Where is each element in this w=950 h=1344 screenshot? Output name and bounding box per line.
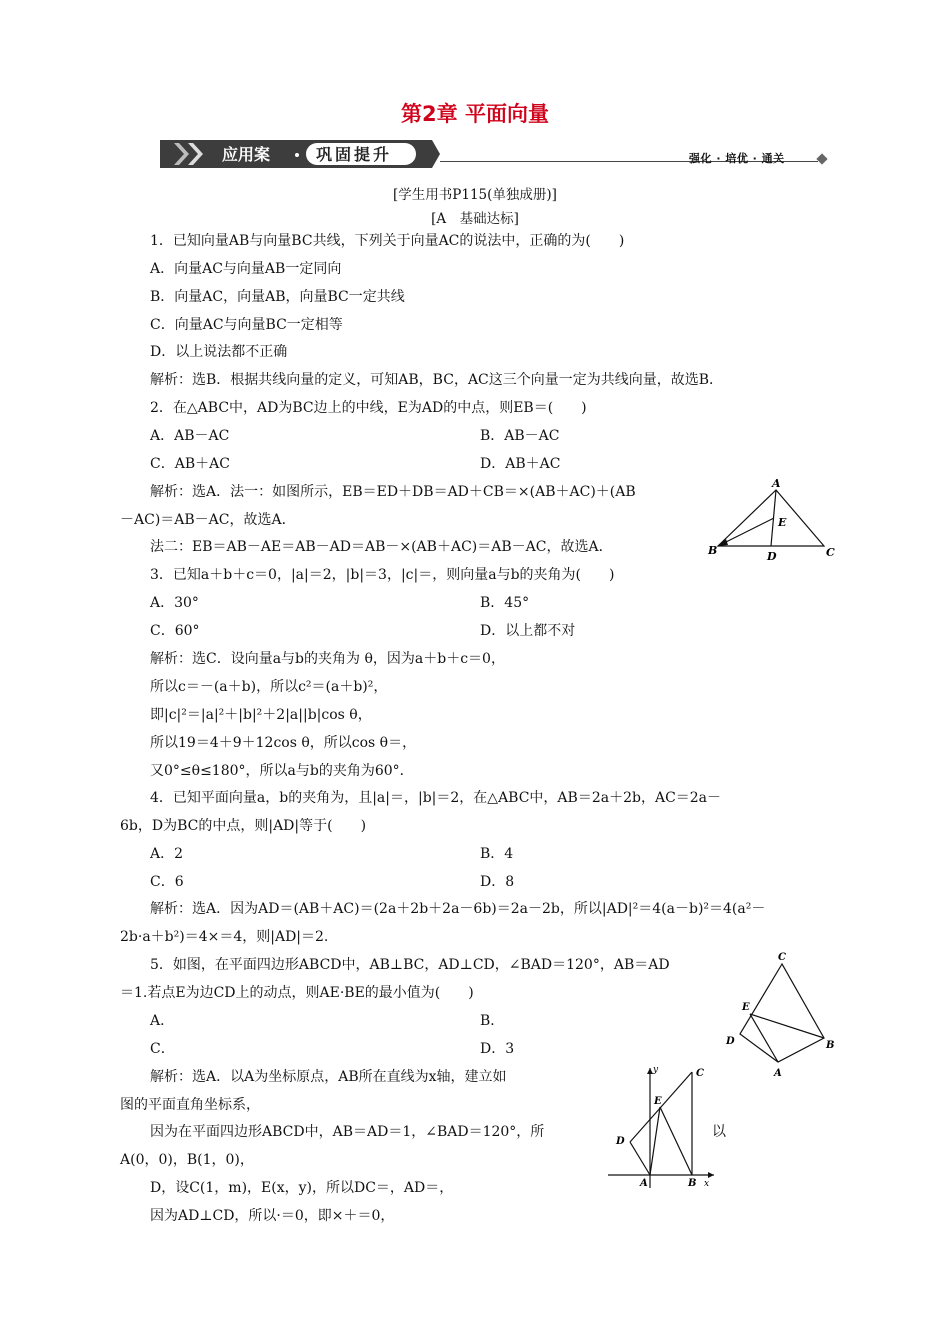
section-heading: [A 基础达标]	[431, 211, 519, 227]
q2-option-b: B．AB－AC	[480, 428, 560, 444]
diamond-icon	[816, 153, 827, 164]
q2-solution-line2: －AC)＝AB－AC，故选A．	[120, 512, 296, 528]
q5-fig2-label-x: x	[704, 1179, 710, 1189]
q3-option-a: A．30°	[150, 595, 199, 611]
q5-fig2-label-a: A	[640, 1178, 648, 1189]
section-banner	[160, 140, 440, 168]
q2-option-c: C．AB＋AC	[150, 456, 230, 472]
banner-left-label: 应用案	[222, 145, 271, 164]
q2-fig-label-a: A	[772, 477, 781, 490]
q3-stem: 3．已知a＋b＋c＝0，|a|＝2，|b|＝3，|c|＝，则向量a与b的夹角为( )	[150, 567, 615, 583]
q5-fig1-label-b: B	[826, 1040, 835, 1051]
q5-solution-line1: 解析：选A．以A为坐标原点，AB所在直线为x轴，建立如	[150, 1069, 507, 1085]
q4-solution-line1: 解析：选A．因为AD＝(AB＋AC)＝(2a＋2b＋2a－6b)＝2a－2b，所以|AD|²＝4(a－b)²＝4(a²－	[150, 901, 766, 917]
q1-option-c: C．向量AC与向量BC一定相等	[150, 317, 343, 333]
q5-option-c: C．	[150, 1041, 175, 1057]
q5-stem-line1: 5．如图，在平面四边形ABCD中，AB⊥BC，AD⊥CD，∠BAD＝120°，AB＝AD	[150, 957, 670, 973]
q5-solution-line5: D，设C(1，m)，E(x，y)，所以DC＝，AD＝，	[150, 1180, 454, 1196]
q2-solution-line1: 解析：选A．法一：如图所示，EB＝ED＋DB＝AD＋CB＝×(AB＋AC)＋(AB	[150, 484, 636, 500]
q4-solution-line2: 2b·a＋b²)＝4×＝4，则|AD|＝2.	[120, 929, 329, 945]
q2-fig-label-d: D	[767, 550, 777, 563]
book-reference: [学生用书P115(单独成册)]	[393, 187, 557, 203]
q5-solution-line4: A(0，0)，B(1，0)，	[120, 1152, 254, 1168]
q5-coordinate-figure	[600, 1062, 720, 1192]
q5-fig2-label-d: D	[616, 1136, 625, 1147]
q5-fig1-label-c: C	[778, 952, 786, 963]
q5-quadrilateral-figure	[720, 948, 840, 1082]
q2-triangle-figure	[700, 476, 840, 566]
q5-fig2-label-e: E	[654, 1096, 662, 1107]
banner-right-label: 巩固提升	[316, 145, 393, 164]
q2-option-a: A．AB－AC	[150, 428, 230, 444]
q5-fig2-label-c: C	[696, 1068, 704, 1079]
q4-option-a: A．2	[150, 846, 184, 862]
q3-option-b: B．45°	[480, 595, 530, 611]
q3-solution-line2: 所以c＝－(a＋b)，所以c²＝(a＋b)²，	[150, 679, 388, 695]
banner-tag: 强化 · 培优 · 通关	[689, 152, 785, 165]
q3-solution-line4: 所以19＝4＋9＋12cos θ，所以cos θ＝，	[150, 735, 417, 751]
q4-option-c: C．6	[150, 874, 184, 890]
q4-stem-line1: 4．已知平面向量a，b的夹角为，且|a|＝，|b|＝2，在△ABC中，AB＝2a＋2b，AC＝2a－	[150, 790, 722, 806]
q5-solution-line2: 图的平面直角坐标系，	[120, 1097, 260, 1113]
q3-solution-line5: 又0°≤θ≤180°，所以a与b的夹角为60°．	[150, 763, 414, 779]
q3-option-d: D．以上都不对	[480, 623, 576, 639]
q3-solution-line3: 即|c|²＝|a|²＋|b|²＋2|a||b|cos θ，	[150, 707, 372, 723]
q5-option-a: A．	[150, 1013, 175, 1029]
q5-fig1-label-d: D	[726, 1036, 735, 1047]
q3-option-c: C．60°	[150, 623, 200, 639]
q2-fig-label-c: C	[826, 546, 835, 559]
q1-solution: 解析：选B．根据共线向量的定义，可知AB，BC，AC这三个向量一定为共线向量，故选B．	[150, 372, 724, 388]
q3-solution-line1: 解析：选C．设向量a与b的夹角为 θ，因为a＋b＋c＝0，	[150, 651, 505, 667]
q2-option-d: D．AB＋AC	[480, 456, 561, 472]
q5-stem-line2: ＝1.若点E为边CD上的动点，则AE·BE的最小值为( )	[120, 985, 474, 1001]
q4-option-b: B．4	[480, 846, 514, 862]
q5-solution-line6: 因为AD⊥CD，所以·＝0，即×＋＝0，	[150, 1208, 395, 1224]
q5-solution-line3-tail: 以	[712, 1124, 726, 1140]
q1-option-d: D．以上说法都不正确	[150, 344, 288, 360]
q5-fig1-label-a: A	[774, 1068, 782, 1079]
q5-option-b: B．	[480, 1013, 505, 1029]
q1-option-a: A．向量AC与向量AB一定同向	[150, 261, 342, 277]
q4-option-d: D．8	[480, 874, 515, 890]
q2-solution-line3: 法二：EB＝AB－AE＝AB－AD＝AB－×(AB＋AC)＝AB－AC，故选A．	[150, 539, 613, 555]
q1-option-b: B．向量AC，向量AB，向量BC一定共线	[150, 289, 405, 305]
q5-fig2-label-b: B	[688, 1178, 697, 1189]
q5-solution-line3: 因为在平面四边形ABCD中，AB＝AD＝1，∠BAD＝120°，所	[150, 1124, 545, 1140]
q1-stem: 1．已知向量AB与向量BC共线，下列关于向量AC的说法中，正确的为( )	[150, 233, 625, 249]
page-title: 第2章 平面向量	[401, 102, 549, 126]
q2-fig-label-e: E	[778, 516, 787, 529]
q2-stem: 2．在△ABC中，AD为BC边上的中线，E为AD的中点，则EB＝( )	[150, 400, 587, 416]
q5-option-d: D．3	[480, 1041, 515, 1057]
q5-fig1-label-e: E	[742, 1002, 750, 1013]
q4-stem-line2: 6b，D为BC的中点，则|AD|等于( )	[120, 818, 367, 834]
q5-fig2-label-y: y	[653, 1065, 659, 1075]
q2-fig-label-b: B	[708, 544, 718, 557]
